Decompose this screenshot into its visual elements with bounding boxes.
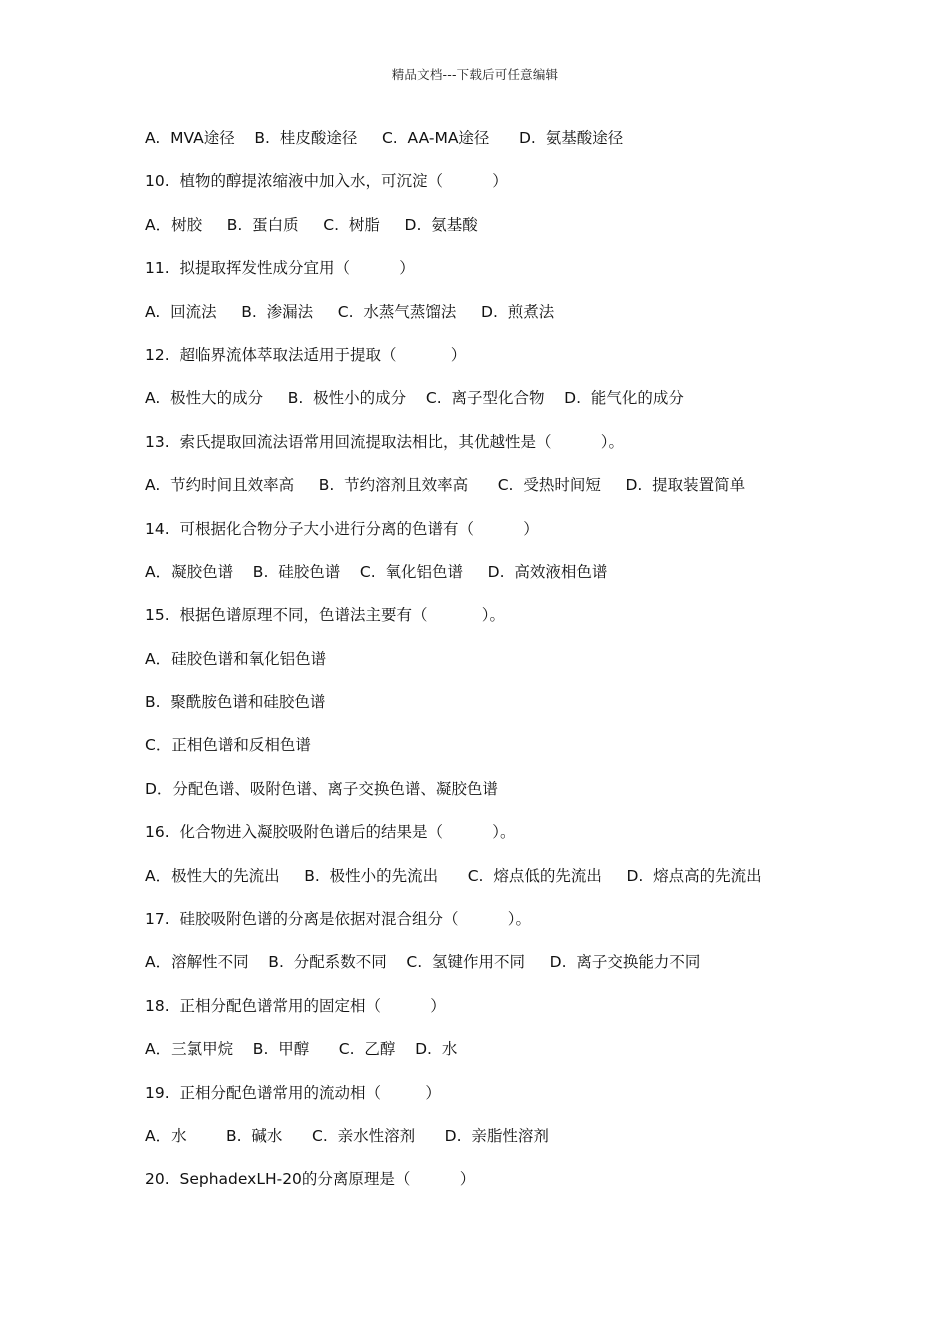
answer-option-b: B. 聚酰胺色谱和硅胶色谱 [145,693,326,712]
question-list [145,124,815,1209]
answer-options: A．凝胶色谱 B. 硅胶色谱 C. 氧化铝色谱 D. 高效液相色谱 [145,562,608,581]
question-11: 11. 拟提取挥发性成分宜用（ ） [145,259,415,278]
answer-options: A. 节约时间且效率高 B. 节约溶剂且效率高 C. 受热时间短 D. 提取装置简单 [145,476,746,495]
question-17: 17. 硅胶吸附色谱的分离是依据对混合组分（ ）。 [145,910,532,929]
answer-options: A．水 B. 碱水 C. 亲水性溶剂 D. 亲脂性溶剂 [145,1126,549,1145]
answer-option-a: A．硅胶色谱和氧化铝色谱 [145,649,327,668]
page-header: 精品文档---下载后可任意编辑 [391,67,559,82]
answer-options: A. 回流法 B. 渗漏法 C. 水蒸气蒸馏法 D. 煎煮法 [145,302,555,321]
answer-option-d: D．分配色谱、吸附色谱、离子交换色谱、凝胶色谱 [145,779,498,798]
question-12: 12. 超临界流体萃取法适用于提取（ ） [145,345,467,364]
answer-option-c: C．正相色谱和反相色谱 [145,736,311,755]
question-14: 14. 可根据化合物分子大小进行分离的色谱有（ ） [145,519,539,538]
answer-options: A．树胶 B. 蛋白质 C. 树脂 D. 氨基酸 [145,215,478,234]
question-15: 15. 根据色谱原理不同，色谱法主要有（ ）。 [145,606,505,625]
question-18: 18. 正相分配色谱常用的固定相（ ） [145,996,446,1015]
answer-options: A. 极性大的成分 B. 极性小的成分 C. 离子型化合物 D. 能气化的成分 [145,389,684,408]
answer-options: A．极性大的先流出 B. 极性小的先流出 C. 熔点低的先流出 D. 熔点高的先流出 [145,866,762,885]
question-13: 13. 索氏提取回流法语常用回流提取法相比，其优越性是（ ）。 [145,432,625,451]
question-19: 19. 正相分配色谱常用的流动相（ ） [145,1083,441,1102]
answer-options: A．溶解性不同 B. 分配系数不同 C. 氢键作用不同 D. 离子交换能力不同 [145,953,701,972]
answer-options: A. MVA途径 B. 桂皮酸途径 C. AA-MA途径 D. 氨基酸途径 [145,129,624,147]
question-10: 10. 植物的醇提浓缩液中加入水，可沉淀（ ） [145,172,508,191]
question-20: 20. SephadexLH-20的分离原理是（ ） [145,1170,476,1189]
question-16: 16. 化合物进入凝胶吸附色谱后的结果是（ ）。 [145,823,516,842]
answer-options: A．三氯甲烷 B. 甲醇 C. 乙醇 D. 水 [145,1040,458,1059]
